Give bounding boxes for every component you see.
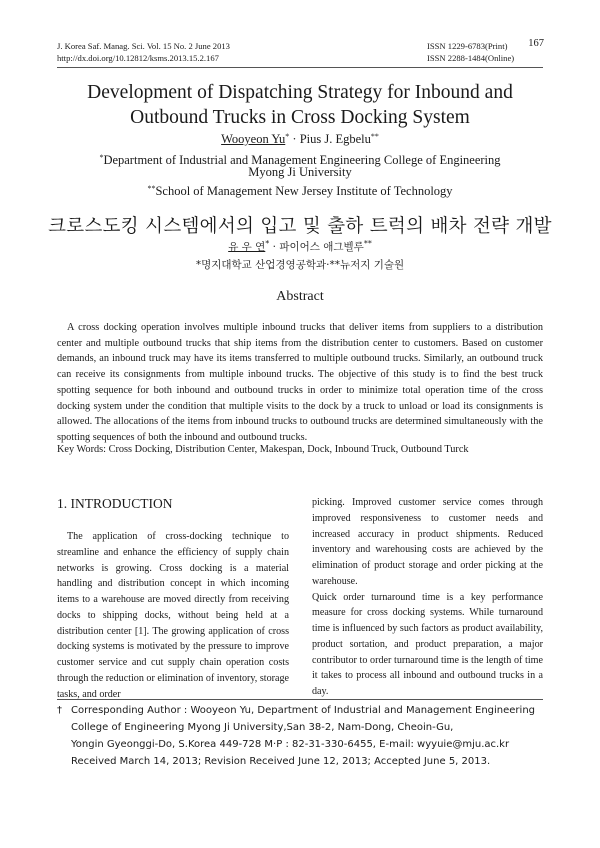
abstract-heading: Abstract: [276, 289, 324, 304]
corresponding-author-footnote: [57, 702, 543, 770]
running-header-left: [57, 40, 230, 64]
journal-citation: J. Korea Saf. Manag. Sci. Vol. 15 No. 2 June 2013: [57, 41, 230, 51]
header-divider: [57, 67, 543, 68]
running-header-right: [427, 40, 514, 64]
korean-author-name: 유 우 연: [228, 241, 266, 253]
affiliation-text: School of Management New Jersey Institute of Technology: [155, 184, 453, 198]
affiliation-mark: *: [99, 153, 104, 162]
title-line-1: Development of Dispatching Strategy for Inbound and: [87, 82, 513, 103]
section-heading: 1. INTRODUCTION: [57, 496, 173, 511]
author-list: [40, 132, 560, 147]
abstract-body: A cross docking operation involves multiple inbound trucks that deliver items from suppliers to a distribution center and multiple outbound trucks that ship items from the distribution center to customers. Based on customer demands, an inbound truck may have its items transferred to multiple outbound trucks. Similarly, an outbound truck can receive its consignments from multiple inbound trucks. The objective of this study is to find the best truck spotting sequence for both inbound and outbound trucks in order to minimize total operation time of the cross docking system under the condition that multiple visits to the dock by a truck to unload or load its consignments is allowed. The allocations of the items from inbound trucks to outbound trucks are determined simultaneously with the spotting sequences of both the inbound and outbound trucks.: [57, 322, 543, 443]
issn-online: ISSN 2288-1484(Online): [427, 53, 515, 63]
affiliation-1-university: Myong Ji University: [248, 165, 352, 179]
affiliation-2: [40, 181, 560, 199]
intro-right-column: [312, 495, 543, 700]
footnote-line: Corresponding Author : Wooyeon Yu, Department of Industrial and Management Engineering: [71, 705, 536, 716]
author-mark: **: [370, 132, 379, 141]
korean-author-list: [40, 239, 560, 254]
author-mark: *: [285, 132, 290, 141]
affiliation-text: Department of Industrial and Management Engineering College of Engineering: [103, 153, 501, 167]
author-mark: **: [363, 239, 372, 248]
footnote-line: College of Engineering Myong Ji University,San 38-2, Nam-Dong, Cheoin-Gu,: [71, 722, 454, 733]
paper-title: [40, 80, 560, 130]
korean-affiliation: *명지대학교 산업경영공학과·**뉴저지 기술원: [195, 259, 405, 271]
author-mark: *: [265, 239, 270, 248]
dagger-mark: †: [57, 705, 62, 716]
doi-link[interactable]: http://dx.doi.org/10.12812/ksms.2013.15.2.167: [57, 53, 219, 63]
title-line-2: Outbound Trucks in Cross Docking System: [130, 107, 470, 128]
issn-print: ISSN 1229-6783(Print): [427, 41, 508, 51]
affiliation-mark: **: [147, 184, 156, 193]
footnote-line: Yongin Gyeonggi-Do, S.Korea 449-728 M·P : 82-31-330-6455, E-mail: wyyuie@mju.ac.kr: [71, 739, 510, 750]
page-number: 167: [528, 38, 544, 49]
author-separator: ·: [272, 241, 276, 253]
footnote-divider: [57, 699, 543, 700]
author-name: Pius J. Egbelu: [299, 132, 371, 146]
keywords: Key Words: Cross Docking, Distribution Center, Makespan, Dock, Inbound Truck, Outbound Turck: [57, 444, 469, 455]
korean-author-name: 파이어스 애그벨루: [279, 241, 364, 253]
paragraph: picking. Improved customer service comes through improved responsiveness to customer needs and increased accuracy in product shipments. Reduced inventory and warehousing costs are achieved by the elimination of product storage and order picking at the warehouse.: [312, 497, 543, 587]
footnote-line: Received March 14, 2013; Revision Received June 12, 2013; Accepted June 5, 2013.: [71, 756, 491, 767]
author-name: Wooyeon Yu: [221, 132, 286, 146]
paragraph: Quick order turnaround time is a key performance measure for cross docking systems. While turnaround time is influenced by such factors as product availability, product sortation, and product preparation, a major contributor to order turnaround time is the length of time it takes to process all inbound and outbound trucks in a day.: [312, 591, 543, 697]
author-separator: ·: [292, 132, 297, 146]
korean-title: 크로스도킹 시스템에서의 입고 및 출하 트럭의 배차 전략 개발: [48, 216, 552, 237]
intro-left-column: The application of cross-docking technique to streamline and enhance the efficiency of supply chain networks is growing. Cross docking is a material handling and distribution concept in which incoming items to a warehouse are moved directly from receiving docks to shipping docks, without being held at a distribution center [1]. The growing application of cross docking systems is motivated by the pressure to improve customer service and cut supply chain operation costs through the reduction or elimination of inventory, storage tasks, and order: [57, 531, 290, 700]
